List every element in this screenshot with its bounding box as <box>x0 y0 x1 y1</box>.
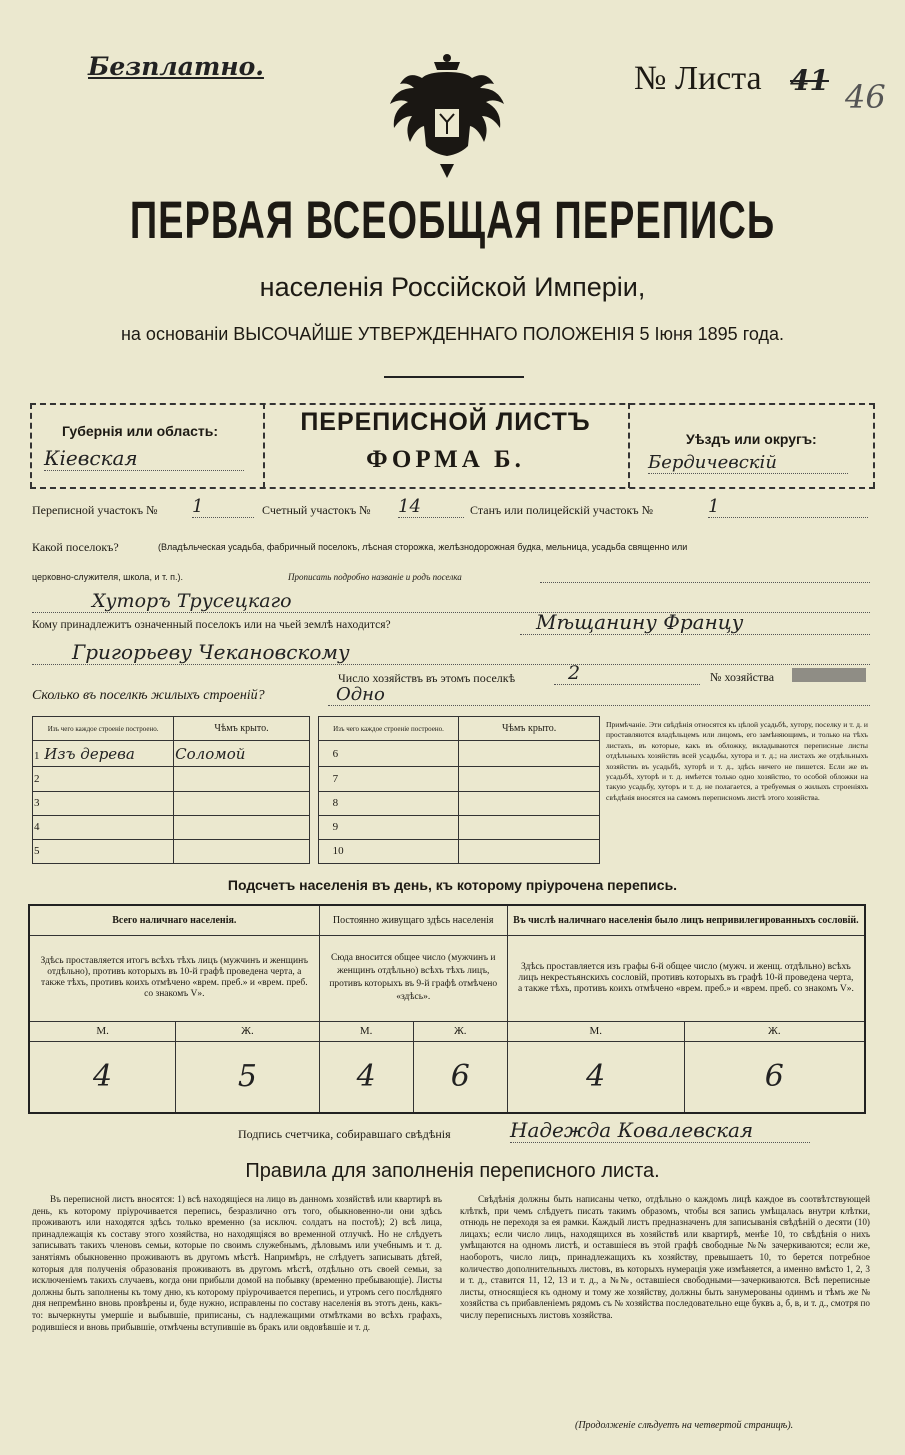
total-male-value: 4 <box>29 1041 176 1113</box>
rules-left-column: Въ переписной листъ вносятся: 1) всѣ находящіеся на лицо въ данномъ хозяйствѣ или квартирѣ въ день, къ которому пріурочивается перепись, безразлично отъ того, обыкновенно-ли они здѣсь проживаютъ или находятся здѣсь только временно (за исключ. солдатъ на постоѣ); 2) всѣ лица, принадлежащія къ составу этого хозяйства, но находящіяся во временной отлучкѣ. Но не слѣдуетъ записывать такихъ членовъ семьи, которые по своимъ служебнымъ, дѣловымъ или учебнымъ и т. д. занятіямъ обыкновенно проживаютъ въ другомъ мѣстѣ. Напримѣръ, не слѣдуетъ записывать дѣтей, которыя для полученія образованія проживаютъ въ другомъ мѣстѣ, отдѣльно отъ своей семьи, за исключеніемъ такихъ случаевъ, когда они прибыли домой на побывку (временно пребывающіе). Листы должны быть заполнены къ тому дню, къ которому пріурочивается перепись, и утромъ сего послѣдняго дня непремѣнно вновь провѣрены и, буде нужно, исправлены по составу населенія въ этотъ день, какъ-то: вычеркнуты умершіе и выбывшіе, приписаны, съ надлежащими отмѣтками во всѣхъ графахъ, родившіеся и вновь прибывшіе, отмѣчены вступившіе въ бракъ или овдовѣвшіе и т. д. <box>32 1194 442 1332</box>
table-row: 5 10 <box>33 839 600 863</box>
households-label: Число хозяйствъ въ этомъ поселкѣ <box>338 671 516 685</box>
gubernia-value: Кіевская <box>44 446 244 471</box>
owner-question: Кому принадлежитъ означенный поселокъ или на чьей землѣ находится? <box>32 619 391 631</box>
sheet-title: ПЕРЕПИСНОЙ ЛИСТЪ <box>300 408 591 436</box>
non-peasant-male-value: 4 <box>507 1041 684 1113</box>
col-non-peasant-desc: Здѣсь проставляется изъ графы 6-й общее число (мужч. и женщ. отдѣльно) всѣхъ лицъ некрестьянскихъ сословій, противъ которыхъ въ графѣ 10-й проведена черта, а также тѣхъ, противъ коихъ отмѣчено «врем. преб.» и «врем. преб. со знакомъ V». <box>507 935 865 1021</box>
male-label: М. <box>319 1021 413 1041</box>
legal-basis: на основаніи ВЫСОЧАЙШЕ УТВЕРЖДЕННАГО ПОЛОЖЕНІЯ 5 Іюня 1895 года. <box>120 324 784 344</box>
household-number-label: № хозяйства <box>710 670 775 684</box>
female-label: Ж. <box>413 1021 507 1041</box>
col-material-left: Изъ чего каждое строеніе построено. <box>33 717 174 741</box>
col-permanent: Постоянно живущаго здѣсь населенія <box>319 905 507 935</box>
form-label: ФОРМА Б. <box>366 446 525 473</box>
female-label: Ж. <box>684 1021 865 1041</box>
buildings-value: Одно <box>328 684 870 706</box>
population-heading: Подсчетъ населенія въ день, къ которому пріурочена перепись. <box>227 877 678 893</box>
col-total-present: Всего наличнаго населенія. <box>29 905 319 935</box>
male-label: М. <box>507 1021 684 1041</box>
census-section-value: 1 <box>192 496 254 518</box>
household-number-redacted <box>792 668 866 682</box>
material-value: Изъ дерева <box>44 744 135 763</box>
rules-right-column: Свѣдѣнія должны быть написаны четко, отдѣльно о каждомъ лицѣ каждое въ соотвѣтствующей клѣткѣ, при чемъ слѣдуетъ писать такимъ образомъ, чтобы вся запись умѣщалась внутри клѣтки, отнюдь не переходя за ея рамки. Каждый листъ предназначенъ для записыванія свѣдѣній о десяти (10) лицахъ; если число лицъ, находящихся въ хозяйствѣ или квартирѣ, менѣе 10, то свѣдѣнія о нихъ умѣщаются на одномъ листѣ, и оставшіеся въ этой графѣ свободные №№ зачеркиваются; если же, наоборотъ, число лицъ, принадлежащихъ къ хозяйству, превышаетъ 10, то берется потребное количество дополнительныхъ листовъ, въ которыхъ нумерація уже измѣняется, а именно вмѣсто 1, 2, 3 и т. д., ставится 11, 12, 13 и т. д., а №№, оставшіеся свободными—зачеркиваются. Всѣ переписные листы, относящіеся къ одному и тому же хозяйству, должны быть занумерованы одинмъ и тѣмъ же № хозяйства съ прибавленіемъ рядомъ съ № хозяйства последовательно еще буквъ а, б, в, и т. д., смотря по числу переписныхъ листовъ хозяйства. <box>460 1194 870 1320</box>
non-peasant-female-value: 6 <box>684 1041 865 1113</box>
uezd-label: Уѣздъ или округъ: <box>686 431 817 447</box>
col-permanent-desc: Сюда вносится общее число (мужчинъ и женщинъ отдѣльно) всѣхъ тѣхъ лицъ, противъ которыхъ въ 9-й графѣ отмѣчено «здѣсь». <box>319 935 507 1021</box>
roof-value: Соломой <box>174 741 310 767</box>
population-table <box>28 904 866 1114</box>
sheet-number-struck: 41 <box>790 64 829 97</box>
note-text: Примѣчаніе. Эти свѣдѣнія относятся къ цѣлой усадьбѣ, хутору, поселку и т. д. и проставляются владѣльцемъ или лицомъ, его замѣняющимъ, и только на тѣхъ листахъ, въ которые, какъ въ обложку, вкладываются переписные листы отдѣльныхъ хозяйствъ всей усадьбы, хутора и т. д.; на листахъ же отдѣльныхъ хозяйствъ въ усадьбѣ, хуторѣ и т. д., здѣсь ничего не пишется. Если же въ усадьбѣ, хуторѣ и т. д. имѣется только одно хозяйство, то особой обложки на такую усадьбу, хуторъ и т. д. не полагается, а требуемыя о жилыхъ строеніяхъ свѣдѣнія вносятся на самомъ переписномъ листѣ этого хозяйства. <box>606 720 868 802</box>
total-female-value: 5 <box>176 1041 319 1113</box>
settlement-instruction: Прописать подробно названіе и родъ поселка <box>288 572 462 582</box>
gubernia-label: Губернія или область: <box>62 423 219 439</box>
male-label: М. <box>29 1021 176 1041</box>
sheet-number-label: № Листа <box>634 60 762 97</box>
buildings-question: Сколько въ поселкѣ жилыхъ строеній? <box>32 688 265 703</box>
signature-value: Надежда Ковалевская <box>510 1118 810 1143</box>
households-value: 2 <box>554 662 700 685</box>
rules-continued: (Продолженіе слѣдуетъ на четвертой страницѣ). <box>575 1420 794 1431</box>
col-roof-left: Чѣмъ крыто. <box>174 717 310 741</box>
owner-value-1: Мѣщанину Францу <box>520 610 870 635</box>
settlement-hint-2: церковно-служителя, школа, и т. п.). <box>32 572 183 582</box>
count-section-value: 14 <box>398 496 464 518</box>
station-value: 1 <box>708 496 868 518</box>
col-total-present-desc: Здѣсь проставляется итогъ всѣхъ тѣхъ лицъ (мужчинъ и женщинъ отдѣльно), противъ которыхъ въ 10-й графѣ проведена черта, а также тѣхъ, противъ коихъ отмѣчено «врем. преб.» и «врем. преб. со знакомъ V». <box>29 935 319 1021</box>
table-row: 1 Изъ дерева Соломой 6 <box>33 741 600 767</box>
table-row: 3 8 <box>33 791 600 815</box>
settlement-value: Хуторъ Трусецкаго <box>32 590 870 613</box>
imperial-eagle-emblem <box>382 52 512 182</box>
col-roof-right: Чѣмъ крыто. <box>459 717 600 741</box>
table-row: 2 7 <box>33 767 600 791</box>
station-label: Станъ или полицейскій участокъ № <box>470 503 654 517</box>
buildings-table <box>32 716 600 864</box>
table-row: 4 9 <box>33 815 600 839</box>
sheet-number-handwritten: 46 <box>845 78 886 116</box>
col-material-right: Изъ чего каждое строеніе построено. <box>318 717 459 741</box>
permanent-male-value: 4 <box>319 1041 413 1113</box>
settlement-question: Какой поселокъ? <box>32 540 119 554</box>
census-section-label: Переписной участокъ № <box>32 503 158 517</box>
title-rule <box>384 376 524 378</box>
page-title: ПЕРВАЯ ВСЕОБЩАЯ ПЕРЕПИСЬ <box>129 192 776 251</box>
page-subtitle: населенія Россійской Имперіи, <box>259 272 646 302</box>
owner-value-2: Григорьеву Чекановскому <box>32 640 870 665</box>
permanent-female-value: 6 <box>413 1041 507 1113</box>
female-label: Ж. <box>176 1021 319 1041</box>
count-section-label: Счетный участокъ № <box>262 503 371 517</box>
signature-label: Подпись счетчика, собиравшаго свѣдѣнія <box>238 1127 451 1141</box>
rules-title: Правила для заполненія переписного листа. <box>245 1160 660 1182</box>
free-label: Безплатно. <box>88 52 264 81</box>
settlement-hint: (Владѣльческая усадьба, фабричный поселокъ, лѣсная сторожка, желѣзнодорожная будка, мельница, усадьба священно или <box>158 542 688 552</box>
col-non-peasant: Въ числѣ наличнаго населенія было лицъ непривилегированныхъ сословій. <box>507 905 865 935</box>
form-head-border-top <box>30 403 875 405</box>
uezd-value: Бердичевскій <box>648 452 848 474</box>
